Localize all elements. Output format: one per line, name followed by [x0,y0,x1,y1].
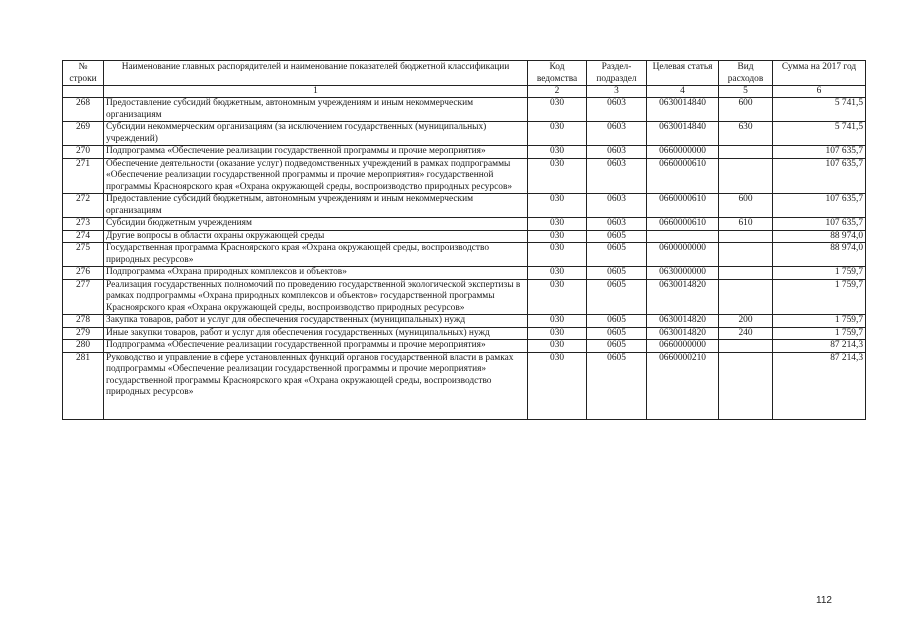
cell-amount: 87 214,3 [773,340,866,353]
cell-expense-type: 610 [719,218,773,231]
cell-name: Закупка товаров, работ и услуг для обеспечения государственных (муниципальных) нужд [104,315,528,328]
cell-expense-type [719,146,773,159]
cell-name: Государственная программа Красноярского края «Охрана окружающей среды, воспроизводство природных ресурсов» [104,243,528,267]
cell-name: Руководство и управление в сфере установленных функций органов государственной власти в рамках подпрограммы «Обеспечение реализации государственной программы и прочие мероприятия» государственной программы Красноярского края «Охрана окружающей среды, воспроизводство природных ресурсов» [104,352,528,419]
column-index: 4 [647,86,719,98]
cell-row-number: 268 [63,98,104,122]
cell-target-article: 0660000210 [647,352,719,419]
cell-name: Подпрограмма «Охрана природных комплексов и объектов» [104,267,528,280]
cell-target-article: 0660000610 [647,218,719,231]
column-index: 2 [528,86,587,98]
cell-row-number: 273 [63,218,104,231]
header-amount-2017: Сумма на 2017 год [773,61,866,86]
cell-department-code: 030 [528,267,587,280]
cell-amount: 107 635,7 [773,218,866,231]
cell-amount: 1 759,7 [773,315,866,328]
table-row [63,146,866,159]
cell-department-code: 030 [528,98,587,122]
cell-amount: 107 635,7 [773,158,866,194]
table-row [63,327,866,340]
cell-section-subsection: 0605 [587,267,647,280]
cell-section-subsection: 0603 [587,146,647,159]
cell-row-number: 272 [63,194,104,218]
cell-name: Иные закупки товаров, работ и услуг для обеспечения государственных (муниципальных) нужд [104,327,528,340]
cell-target-article: 0630014820 [647,327,719,340]
cell-amount: 88 974,0 [773,243,866,267]
table-row [63,194,866,218]
cell-row-number: 280 [63,340,104,353]
cell-target-article: 0630014820 [647,279,719,315]
table-row [63,352,866,419]
cell-department-code: 030 [528,194,587,218]
cell-section-subsection: 0605 [587,327,647,340]
header-target-article: Целевая статья [647,61,719,86]
column-index: 1 [104,86,528,98]
cell-row-number: 279 [63,327,104,340]
cell-target-article: 0630014840 [647,98,719,122]
cell-department-code: 030 [528,158,587,194]
cell-name: Предоставление субсидий бюджетным, автономным учреждениям и иным некоммерческим организациям [104,194,528,218]
header-department-code: Код ведомства [528,61,587,86]
budget-table [62,60,866,420]
table-row [63,315,866,328]
cell-row-number: 277 [63,279,104,315]
table-row [63,158,866,194]
cell-row-number: 281 [63,352,104,419]
cell-amount: 107 635,7 [773,146,866,159]
cell-department-code: 030 [528,122,587,146]
column-index [63,86,104,98]
cell-row-number: 269 [63,122,104,146]
cell-expense-type [719,352,773,419]
cell-expense-type: 200 [719,315,773,328]
table-row [63,279,866,315]
cell-department-code: 030 [528,218,587,231]
cell-name: Подпрограмма «Обеспечение реализации государственной программы и прочие мероприятия» [104,146,528,159]
table-body [63,98,866,420]
cell-expense-type [719,243,773,267]
cell-amount: 5 741,5 [773,98,866,122]
cell-target-article: 0660000000 [647,340,719,353]
cell-section-subsection: 0603 [587,98,647,122]
cell-name: Реализация государственных полномочий по проведению государственной экологической экспертизы в рамках подпрограммы «Охрана природных комплексов и объектов» государственной программы Красноярского края «Охрана окружающей среды, воспроизводство природных ресурсов» [104,279,528,315]
cell-section-subsection: 0605 [587,315,647,328]
cell-amount: 1 759,7 [773,279,866,315]
cell-amount: 107 635,7 [773,194,866,218]
cell-expense-type [719,230,773,243]
cell-section-subsection: 0605 [587,243,647,267]
cell-target-article: 0660000610 [647,158,719,194]
header-expense-type: Вид расходов [719,61,773,86]
cell-section-subsection: 0605 [587,340,647,353]
cell-expense-type [719,340,773,353]
cell-target-article: 0660000610 [647,194,719,218]
cell-section-subsection: 0605 [587,352,647,419]
cell-target-article: 0630014840 [647,122,719,146]
cell-section-subsection: 0603 [587,194,647,218]
table-row [63,243,866,267]
cell-target-article: 0630014820 [647,315,719,328]
cell-department-code: 030 [528,146,587,159]
cell-department-code: 030 [528,243,587,267]
cell-expense-type [719,267,773,280]
cell-department-code: 030 [528,340,587,353]
cell-name: Обеспечение деятельности (оказание услуг) подведомственных учреждений в рамках подпрограммы «Обеспечение реализации государственной программы и прочие мероприятия» государственной программы Красноярского края «Охрана окружающей среды, воспроизводство природных ресурсов» [104,158,528,194]
table-row [63,98,866,122]
cell-department-code: 030 [528,352,587,419]
cell-name: Субсидии некоммерческим организациям (за исключением государственных (муниципальных) учреждений) [104,122,528,146]
cell-section-subsection: 0605 [587,279,647,315]
cell-row-number: 278 [63,315,104,328]
cell-row-number: 274 [63,230,104,243]
cell-section-subsection: 0603 [587,158,647,194]
cell-target-article [647,230,719,243]
cell-department-code: 030 [528,315,587,328]
page-number: 112 [816,595,832,606]
header-section-subsection: Раздел-подраздел [587,61,647,86]
table-header-row [63,61,866,86]
cell-target-article: 0660000000 [647,146,719,159]
cell-amount: 88 974,0 [773,230,866,243]
cell-amount: 1 759,7 [773,327,866,340]
cell-target-article: 0600000000 [647,243,719,267]
cell-expense-type [719,279,773,315]
cell-expense-type: 600 [719,98,773,122]
column-index: 3 [587,86,647,98]
cell-section-subsection: 0603 [587,218,647,231]
cell-name: Субсидии бюджетным учреждениям [104,218,528,231]
header-name: Наименование главных распорядителей и наименование показателей бюджетной классификации [104,61,528,86]
cell-name: Другие вопросы в области охраны окружающей среды [104,230,528,243]
cell-department-code: 030 [528,327,587,340]
table-row [63,218,866,231]
table-row [63,230,866,243]
column-index: 5 [719,86,773,98]
cell-expense-type: 240 [719,327,773,340]
cell-expense-type: 630 [719,122,773,146]
cell-amount: 1 759,7 [773,267,866,280]
cell-section-subsection: 0605 [587,230,647,243]
cell-amount: 87 214,3 [773,352,866,419]
cell-row-number: 271 [63,158,104,194]
cell-name: Предоставление субсидий бюджетным, автономным учреждениям и иным некоммерческим организациям [104,98,528,122]
cell-row-number: 275 [63,243,104,267]
table-row [63,122,866,146]
column-index: 6 [773,86,866,98]
cell-name: Подпрограмма «Обеспечение реализации государственной программы и прочие мероприятия» [104,340,528,353]
table-row [63,340,866,353]
cell-expense-type: 600 [719,194,773,218]
cell-row-number: 276 [63,267,104,280]
header-row-number: № строки [63,61,104,86]
column-index-row [63,86,866,98]
cell-amount: 5 741,5 [773,122,866,146]
cell-target-article: 0630000000 [647,267,719,280]
cell-department-code: 030 [528,279,587,315]
table-row [63,267,866,280]
cell-expense-type [719,158,773,194]
cell-section-subsection: 0603 [587,122,647,146]
cell-row-number: 270 [63,146,104,159]
cell-department-code: 030 [528,230,587,243]
